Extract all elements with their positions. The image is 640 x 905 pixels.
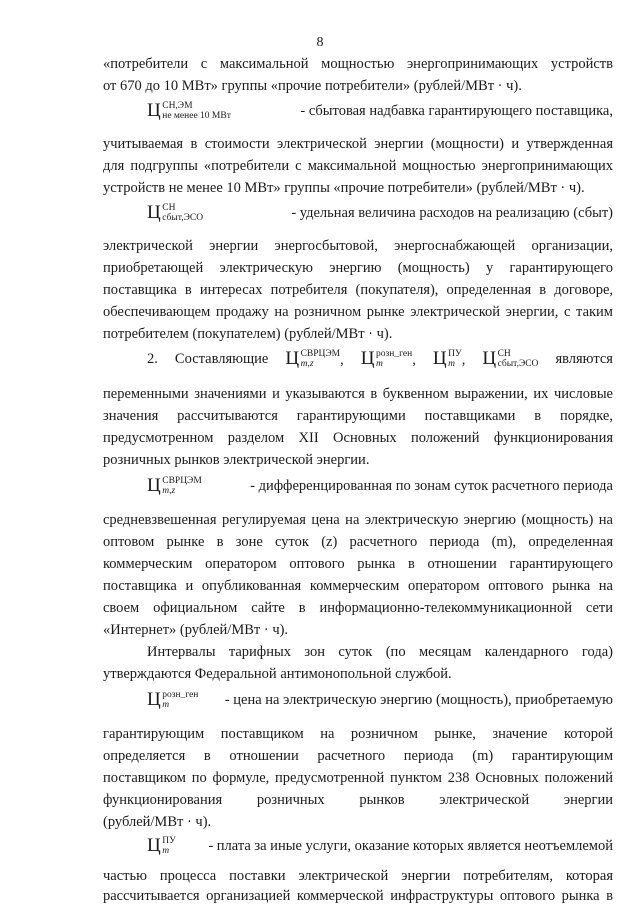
formula-symbol: Ц СВРЦЭМ m,z: [147, 475, 202, 496]
text-line: предусмотренном разделом XII Основных положений функционирования: [103, 430, 613, 446]
text-line: поставщика в интересах потребителя (покупателя), определенная в договоре,: [103, 282, 613, 298]
definition-text: - сбытовая надбавка гарантирующего поставщика,: [300, 103, 613, 119]
text-line: поставщика и опубликованная коммерческим оператором оптового рынка на: [103, 578, 613, 594]
text-line: розничных рынков электрической энергии.: [103, 452, 370, 468]
text-line: функционирования розничных рынков электрической энергии: [103, 792, 613, 808]
text-line: Интервалы тарифных зон суток (по месяцам календарного года): [147, 644, 613, 660]
definition-text: - цена на электрическую энергию (мощность), приобретаемую: [224, 692, 613, 708]
text-line: обеспечивающем продажу на розничном рынке электрической энергии, с таким: [103, 304, 613, 320]
formula-symbol: Ц розн_ген m ,: [360, 348, 416, 369]
text-line: потребителем (покупателем) (рублей/МВт · ч).: [103, 326, 393, 342]
text-line: «Интернет» (рублей/МВт · ч).: [103, 622, 289, 638]
text-line: средневзвешенная регулируемая цена на электрическую энергию (мощность) на: [103, 512, 613, 528]
symbol-definition: [147, 101, 613, 129]
text-line: своем официальном сайте в информационно-телекоммуникационной сети: [103, 600, 613, 616]
symbol-definition: [147, 836, 613, 866]
text-line: частью процесса поставки электрической энергии потребителям, которая: [103, 868, 613, 884]
symbol-definition: [147, 690, 613, 720]
definition-text: - удельная величина расходов на реализацию (сбыт): [291, 205, 613, 221]
text-line: определяется в отношении расчетного периода (m) гарантирующим: [103, 748, 613, 764]
text-line: оптовом рынке в зоне суток (z) расчетного периода (m), определенная: [103, 534, 613, 550]
definition-text: - плата за иные услуги, оказание которых является неотъемлемой: [208, 838, 613, 854]
paragraph-word: являются: [555, 351, 613, 367]
text-line: от 670 до 10 МВт» группы «прочие потребители» (рублей/МВт · ч).: [103, 78, 522, 94]
text-line: «потребители с максимальной мощностью энергопринимающих устройств: [103, 56, 613, 72]
text-line: (рублей/МВт · ч).: [103, 814, 212, 830]
text-line: коммерческим оператором оптового рынка в отношении гарантирующего: [103, 556, 613, 572]
formula-symbol: Ц розн_ген m: [147, 689, 199, 710]
text-line: значения рассчитываются гарантирующими поставщиками в порядке,: [103, 408, 613, 424]
text-line: рассчитывается организацией коммерческой инфраструктуры оптового рынка в: [103, 888, 613, 904]
formula-symbol: Ц ПУ m ,: [432, 348, 466, 369]
formula-symbol: Ц СН сбыт,ЭСО: [147, 202, 204, 223]
text-line: переменными значениями и указываются в буквенном выражении, их числовые: [103, 386, 613, 402]
symbol-definition: [147, 476, 613, 506]
text-line: утверждаются Федеральной антимонопольной службой.: [103, 666, 452, 682]
formula-symbol: Ц СН,ЭМ не менее 10 МВт: [147, 100, 231, 121]
text-line: для подгруппы «потребители с максимальной мощностью энергопринимающих: [103, 158, 613, 174]
paragraph-number: 2.: [147, 351, 158, 367]
paragraph-word: Составляющие: [174, 351, 269, 367]
text-line: учитываемая в стоимости электрической энергии (мощности) и утвержденная: [103, 136, 613, 152]
text-line: поставщиком по формуле, предусмотренной пунктом 238 Основных положений: [103, 770, 613, 786]
definition-text: - дифференцированная по зонам суток расчетного периода: [250, 478, 613, 494]
symbol-definition: [147, 203, 613, 231]
paragraph-2-lead: [147, 349, 613, 379]
text-line: приобретающей электрическую энергию (мощность) у гарантирующего: [103, 260, 613, 276]
formula-symbol: Ц СН сбыт,ЭСО: [482, 348, 539, 369]
text-line: электрической энергии энергосбытовой, энергоснабжающей организации,: [103, 238, 613, 254]
formula-symbol: Ц ПУ m: [147, 835, 176, 856]
page-number: 8: [316, 35, 324, 50]
text-line: гарантирующим поставщиком на розничном рынке, значение которой: [103, 726, 613, 742]
text-line: устройств не менее 10 МВт» группы «прочие потребители» (рублей/МВт · ч).: [103, 180, 585, 196]
formula-symbol: Ц СВРЦЭМ m,z ,: [285, 348, 344, 369]
